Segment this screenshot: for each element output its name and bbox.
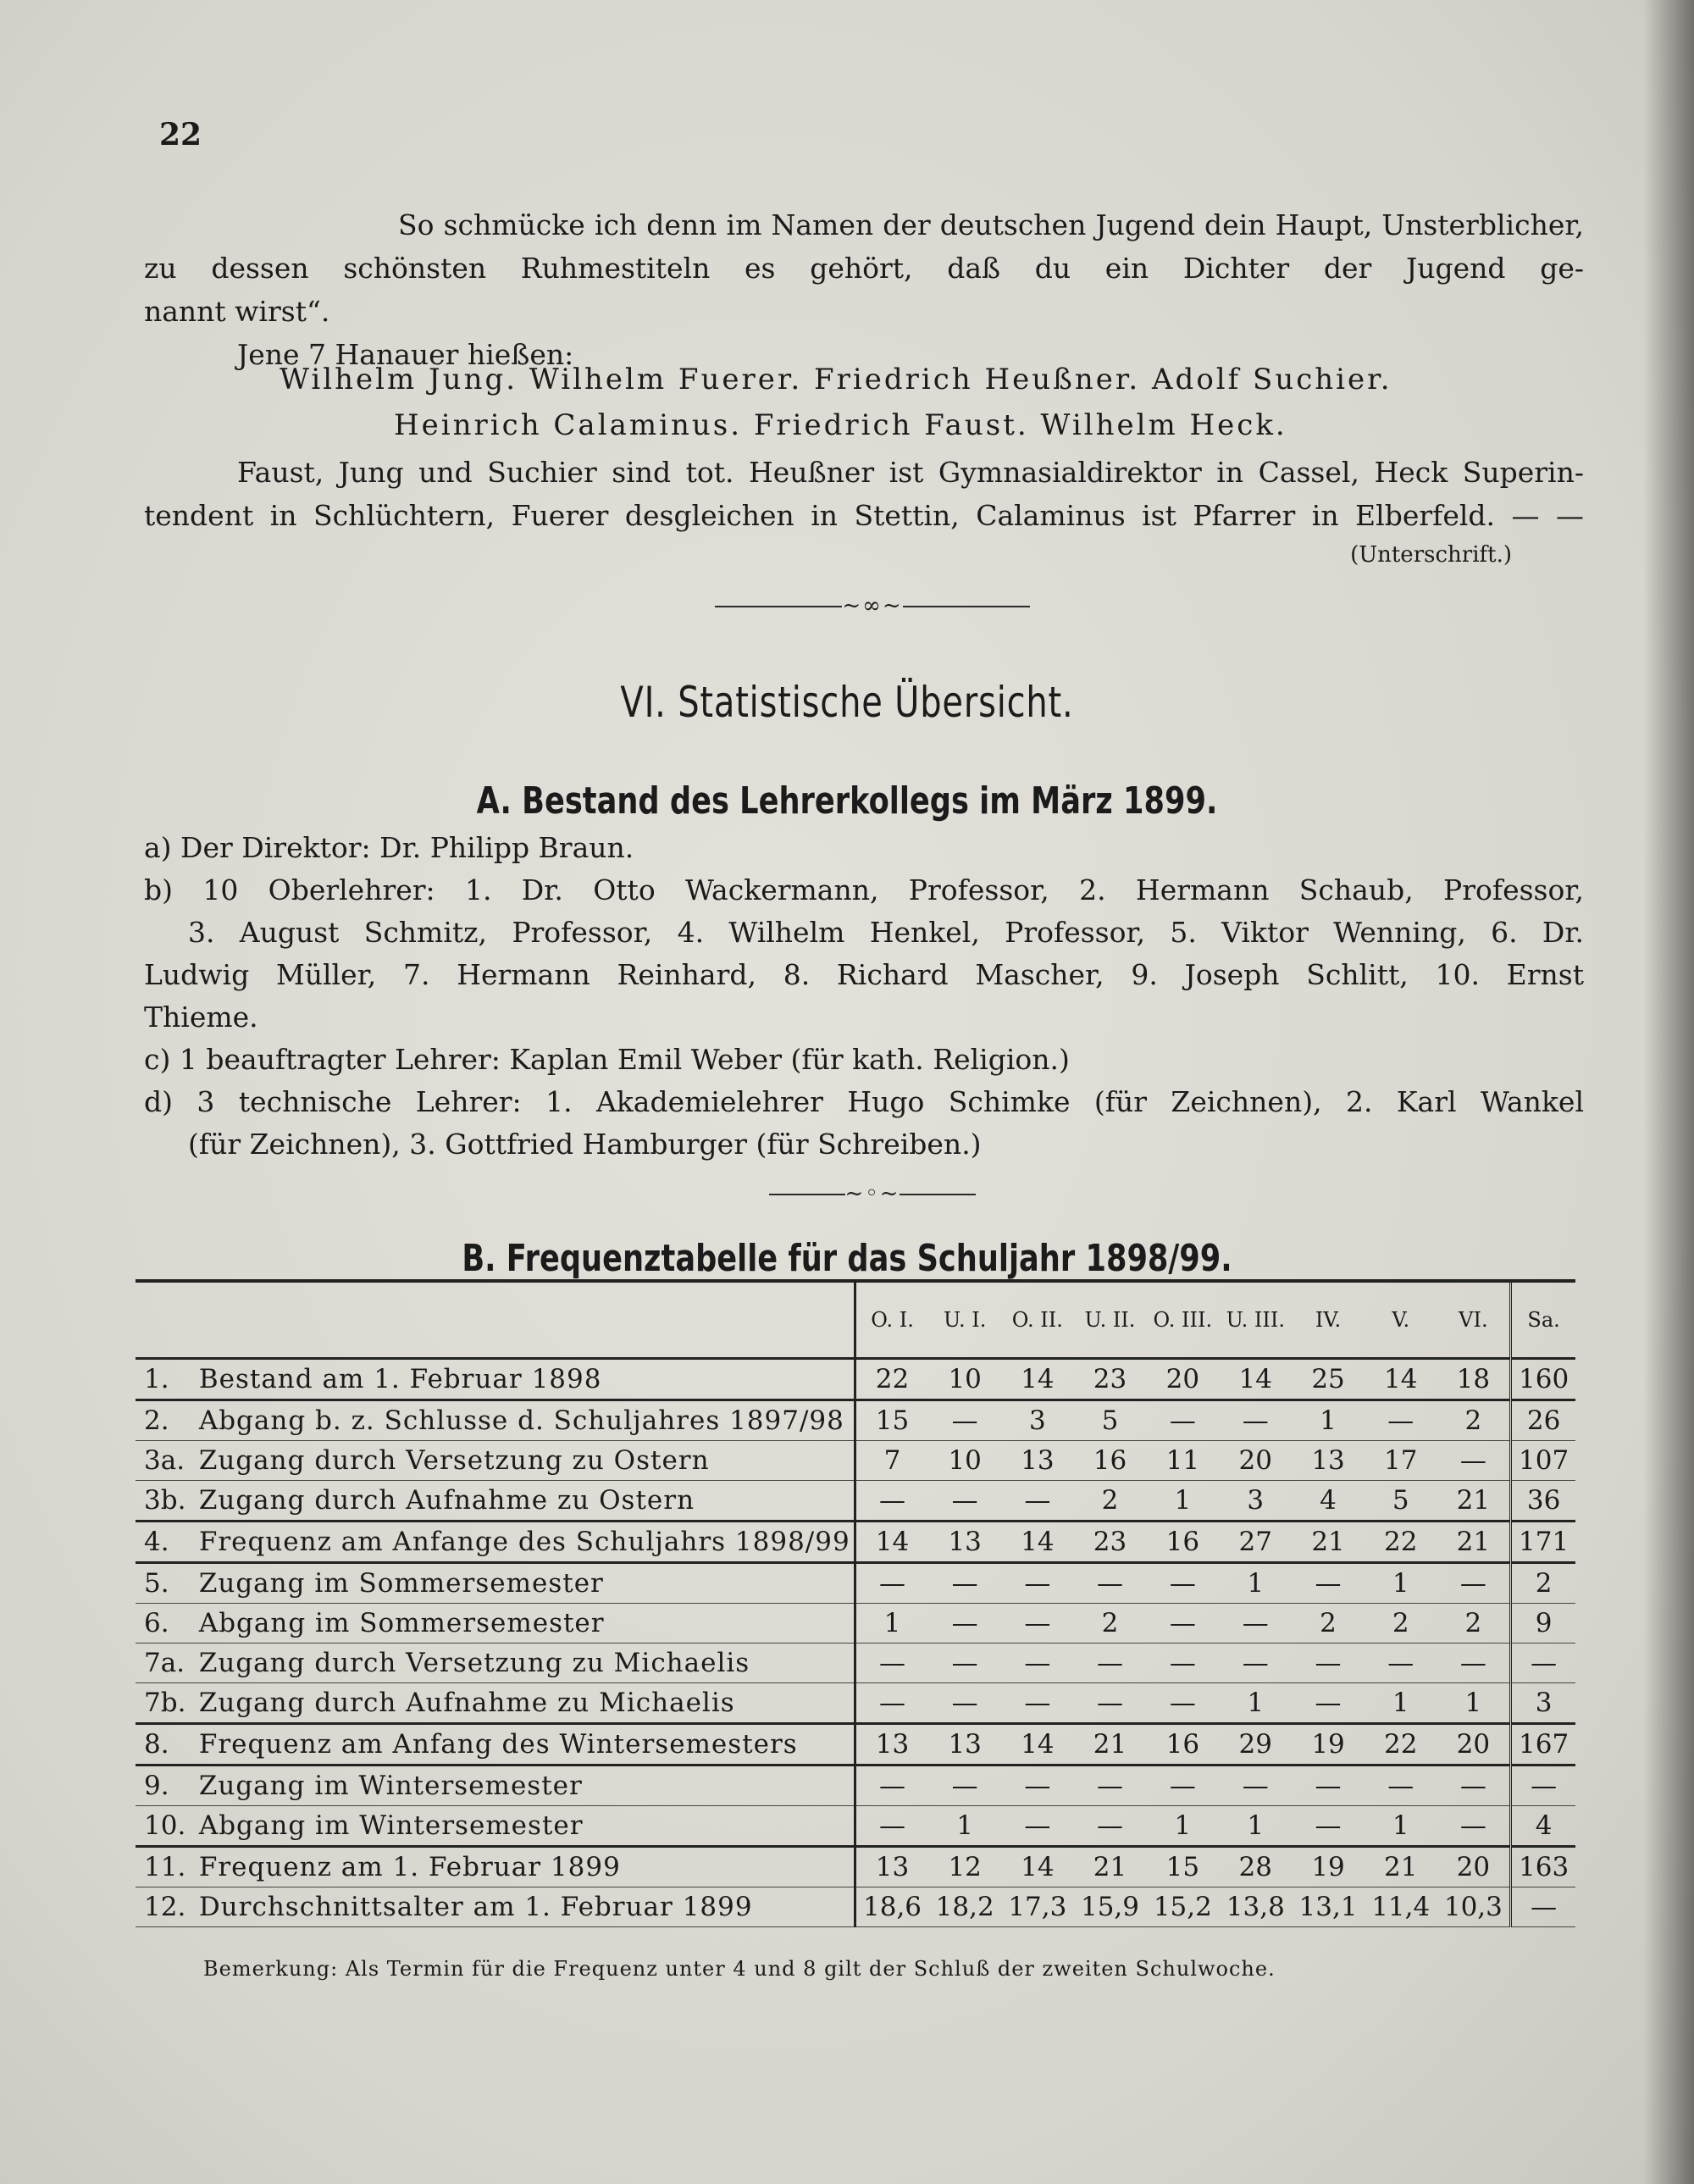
table-row bbox=[136, 1359, 1575, 1400]
row-value: — bbox=[1365, 1400, 1437, 1441]
row-value: 12 bbox=[928, 1847, 1001, 1887]
row-value: — bbox=[1219, 1765, 1292, 1806]
row-value: 20 bbox=[1146, 1359, 1219, 1400]
row-value: 16 bbox=[1146, 1522, 1219, 1563]
row-value: 16 bbox=[1146, 1724, 1219, 1765]
row-value: 21 bbox=[1292, 1522, 1365, 1563]
names-line-1: Wilhelm Jung. Wilhelm Fuerer. Friedrich Heußner. Adolf Suchier. bbox=[280, 363, 1392, 396]
row-sum: 171 bbox=[1511, 1522, 1575, 1563]
row-value: — bbox=[1074, 1644, 1147, 1683]
row-value: 1 bbox=[1365, 1563, 1437, 1604]
frequency-table bbox=[136, 1279, 1575, 1927]
row-value: — bbox=[1437, 1441, 1511, 1481]
staff-list bbox=[144, 827, 1584, 1166]
staff-line: d) 3 technische Lehrer: 1. Akademielehrer Hugo Schimke (für Zeichnen), 2. Karl Wankel bbox=[144, 1085, 1584, 1118]
row-value: — bbox=[928, 1604, 1001, 1644]
row-value: — bbox=[1437, 1644, 1511, 1683]
row-value: — bbox=[928, 1481, 1001, 1522]
row-value: 1 bbox=[1292, 1400, 1365, 1441]
row-value: 1 bbox=[855, 1604, 928, 1644]
status-paragraph bbox=[144, 451, 1584, 537]
row-value: 14 bbox=[1001, 1847, 1074, 1887]
row-value: — bbox=[855, 1683, 928, 1724]
row-number: 7b. bbox=[136, 1683, 196, 1724]
row-value: 19 bbox=[1292, 1724, 1365, 1765]
row-label: Zugang durch Aufnahme zu Ostern bbox=[196, 1481, 855, 1522]
row-label: Frequenz am 1. Februar 1899 bbox=[196, 1847, 855, 1887]
row-value: 14 bbox=[1001, 1359, 1074, 1400]
row-value: 21 bbox=[1074, 1724, 1147, 1765]
row-value: — bbox=[928, 1563, 1001, 1604]
row-value: 27 bbox=[1219, 1522, 1292, 1563]
row-value: — bbox=[928, 1644, 1001, 1683]
table-row bbox=[136, 1644, 1575, 1683]
row-value: — bbox=[1001, 1683, 1074, 1724]
row-label: Zugang durch Versetzung zu Michaelis bbox=[196, 1644, 855, 1683]
row-value: 13,8 bbox=[1219, 1887, 1292, 1927]
row-number: 12. bbox=[136, 1887, 196, 1927]
row-value: 14 bbox=[1219, 1359, 1292, 1400]
row-number: 3b. bbox=[136, 1481, 196, 1522]
row-number: 2. bbox=[136, 1400, 196, 1441]
row-value: 2 bbox=[1437, 1604, 1511, 1644]
row-value: — bbox=[1074, 1765, 1147, 1806]
table-row bbox=[136, 1481, 1575, 1522]
row-value: 5 bbox=[1365, 1481, 1437, 1522]
table-row bbox=[136, 1563, 1575, 1604]
blank-header bbox=[136, 1281, 855, 1359]
row-value: — bbox=[1365, 1644, 1437, 1683]
row-value: — bbox=[1219, 1604, 1292, 1644]
row-value: 13 bbox=[855, 1847, 928, 1887]
row-number: 6. bbox=[136, 1604, 196, 1644]
column-header: U. II. bbox=[1074, 1281, 1147, 1359]
staff-line: a) Der Direktor: Dr. Philipp Braun. bbox=[144, 831, 634, 864]
frequency-table-header bbox=[136, 1281, 1575, 1359]
column-header: U. I. bbox=[928, 1281, 1001, 1359]
subsection-b-title: B. Frequenztabelle für das Schuljahr 1898/99. bbox=[462, 1237, 1232, 1280]
table-row bbox=[136, 1887, 1575, 1927]
row-value: 1 bbox=[1365, 1683, 1437, 1724]
staff-line: c) 1 beauftragter Lehrer: Kaplan Emil Weber (für kath. Religion.) bbox=[144, 1043, 1070, 1076]
row-value: 22 bbox=[1365, 1724, 1437, 1765]
row-value: 1 bbox=[1219, 1563, 1292, 1604]
row-value: — bbox=[1292, 1683, 1365, 1724]
row-value: 23 bbox=[1074, 1359, 1147, 1400]
row-value: 21 bbox=[1437, 1522, 1511, 1563]
row-sum: 107 bbox=[1511, 1441, 1575, 1481]
row-sum: — bbox=[1511, 1644, 1575, 1683]
row-label: Abgang b. z. Schlusse d. Schuljahres 1897/98 bbox=[196, 1400, 855, 1441]
row-value: — bbox=[1365, 1765, 1437, 1806]
row-value: — bbox=[1146, 1604, 1219, 1644]
row-value: — bbox=[1146, 1683, 1219, 1724]
row-value: 2 bbox=[1292, 1604, 1365, 1644]
row-label: Zugang im Sommersemester bbox=[196, 1563, 855, 1604]
row-value: — bbox=[928, 1400, 1001, 1441]
row-value: — bbox=[1001, 1644, 1074, 1683]
column-header: O. II. bbox=[1001, 1281, 1074, 1359]
row-value: — bbox=[1001, 1604, 1074, 1644]
row-value: — bbox=[1001, 1806, 1074, 1847]
row-value: — bbox=[855, 1765, 928, 1806]
row-value: 7 bbox=[855, 1441, 928, 1481]
row-value: 13 bbox=[928, 1724, 1001, 1765]
row-label: Abgang im Sommersemester bbox=[196, 1604, 855, 1644]
row-value: — bbox=[1292, 1806, 1365, 1847]
row-value: 1 bbox=[1365, 1806, 1437, 1847]
staff-line: Thieme. bbox=[144, 1001, 258, 1034]
row-value: 23 bbox=[1074, 1522, 1147, 1563]
row-value: 22 bbox=[855, 1359, 928, 1400]
row-value: 14 bbox=[1001, 1724, 1074, 1765]
row-value: 20 bbox=[1219, 1441, 1292, 1481]
row-sum: 163 bbox=[1511, 1847, 1575, 1887]
column-header: O. I. bbox=[855, 1281, 928, 1359]
row-value: 22 bbox=[1365, 1522, 1437, 1563]
staff-line: b) 10 Oberlehrer: 1. Dr. Otto Wackermann, Professor, 2. Hermann Schaub, Professor, bbox=[144, 873, 1584, 906]
table-row bbox=[136, 1522, 1575, 1563]
row-value: — bbox=[1074, 1806, 1147, 1847]
row-value: 16 bbox=[1074, 1441, 1147, 1481]
row-sum: 2 bbox=[1511, 1563, 1575, 1604]
row-value: 18,2 bbox=[928, 1887, 1001, 1927]
row-value: — bbox=[1219, 1400, 1292, 1441]
page-number: 22 bbox=[159, 117, 202, 152]
row-value: — bbox=[1001, 1563, 1074, 1604]
row-value: 17,3 bbox=[1001, 1887, 1074, 1927]
row-value: — bbox=[1146, 1400, 1219, 1441]
prose-line-1: So schmücke ich denn im Namen der deutschen Jugend dein Haupt, Unsterblicher, bbox=[398, 208, 1584, 241]
row-value: — bbox=[1001, 1481, 1074, 1522]
status-line-2: tendent in Schlüchtern, Fuerer desgleichen in Stettin, Calaminus ist Pfarrer in Elberfeld. — — bbox=[144, 499, 1584, 532]
row-value: 14 bbox=[855, 1522, 928, 1563]
names-line-2: Heinrich Calaminus. Friedrich Faust. Wilhelm Heck. bbox=[394, 408, 1287, 442]
row-number: 8. bbox=[136, 1724, 196, 1765]
row-value: 3 bbox=[1219, 1481, 1292, 1522]
row-value: 11,4 bbox=[1365, 1887, 1437, 1927]
prose-line-2: zu dessen schönsten Ruhmestiteln es gehört, daß du ein Dichter der Jugend ge- bbox=[144, 252, 1584, 285]
table-note: Bemerkung: Als Termin für die Frequenz unter 4 und 8 gilt der Schluß der zweiten Schulwoche. bbox=[203, 1957, 1276, 1981]
ornament-divider-2: ~◦~ bbox=[745, 1181, 999, 1206]
row-value: 10,3 bbox=[1437, 1887, 1511, 1927]
row-value: 3 bbox=[1001, 1400, 1074, 1441]
row-value: 2 bbox=[1074, 1481, 1147, 1522]
row-value: — bbox=[1292, 1644, 1365, 1683]
column-header: IV. bbox=[1292, 1281, 1365, 1359]
row-value: 21 bbox=[1365, 1847, 1437, 1887]
row-value: 29 bbox=[1219, 1724, 1292, 1765]
row-value: — bbox=[855, 1806, 928, 1847]
row-sum: 26 bbox=[1511, 1400, 1575, 1441]
subsection-a-title: A. Bestand des Lehrerkollegs im März 1899. bbox=[476, 779, 1218, 823]
row-value: 19 bbox=[1292, 1847, 1365, 1887]
column-header: O. III. bbox=[1146, 1281, 1219, 1359]
frequency-table-body bbox=[136, 1359, 1575, 1927]
table-row bbox=[136, 1604, 1575, 1644]
row-value: 15,2 bbox=[1146, 1887, 1219, 1927]
row-value: 13 bbox=[1292, 1441, 1365, 1481]
row-value: 20 bbox=[1437, 1724, 1511, 1765]
row-value: 21 bbox=[1074, 1847, 1147, 1887]
row-value: 10 bbox=[928, 1441, 1001, 1481]
row-value: 10 bbox=[928, 1359, 1001, 1400]
names-intro: Jene 7 Hanauer hießen: bbox=[237, 338, 574, 371]
row-number: 11. bbox=[136, 1847, 196, 1887]
row-value: 1 bbox=[1146, 1806, 1219, 1847]
row-number: 4. bbox=[136, 1522, 196, 1563]
signature-note: (Unterschrift.) bbox=[1350, 542, 1512, 568]
row-label: Zugang im Wintersemester bbox=[196, 1765, 855, 1806]
row-value: 15,9 bbox=[1074, 1887, 1147, 1927]
section-title: VI. Statistische Übersicht. bbox=[620, 678, 1074, 727]
ornament-divider-1: ~∞~ bbox=[711, 593, 1033, 618]
row-value: 11 bbox=[1146, 1441, 1219, 1481]
row-value: 1 bbox=[1437, 1683, 1511, 1724]
row-value: 28 bbox=[1219, 1847, 1292, 1887]
row-value: 2 bbox=[1365, 1604, 1437, 1644]
row-sum: 167 bbox=[1511, 1724, 1575, 1765]
row-value: — bbox=[1074, 1683, 1147, 1724]
table-row bbox=[136, 1683, 1575, 1724]
staff-line: (für Zeichnen), 3. Gottfried Hamburger (für Schreiben.) bbox=[188, 1128, 982, 1161]
row-value: — bbox=[1437, 1806, 1511, 1847]
table-row bbox=[136, 1765, 1575, 1806]
row-value: — bbox=[1437, 1765, 1511, 1806]
row-value: — bbox=[1074, 1563, 1147, 1604]
row-label: Abgang im Wintersemester bbox=[196, 1806, 855, 1847]
row-value: 17 bbox=[1365, 1441, 1437, 1481]
row-number: 10. bbox=[136, 1806, 196, 1847]
row-value: — bbox=[855, 1481, 928, 1522]
row-label: Durchschnittsalter am 1. Februar 1899 bbox=[196, 1887, 855, 1927]
row-sum: — bbox=[1511, 1887, 1575, 1927]
row-number: 3a. bbox=[136, 1441, 196, 1481]
row-value: — bbox=[855, 1644, 928, 1683]
row-value: 15 bbox=[855, 1400, 928, 1441]
row-value: 13 bbox=[855, 1724, 928, 1765]
row-value: 18,6 bbox=[855, 1887, 928, 1927]
row-value: — bbox=[928, 1765, 1001, 1806]
status-line-1: Faust, Jung und Suchier sind tot. Heußner ist Gymnasialdirektor in Cassel, Heck Superin- bbox=[237, 456, 1584, 489]
prose-line-3: nannt wirst“. bbox=[144, 295, 330, 328]
row-sum: 36 bbox=[1511, 1481, 1575, 1522]
row-number: 5. bbox=[136, 1563, 196, 1604]
page-edge-shadow bbox=[1643, 0, 1694, 2184]
row-value: — bbox=[1292, 1765, 1365, 1806]
row-value: 14 bbox=[1365, 1359, 1437, 1400]
row-number: 7a. bbox=[136, 1644, 196, 1683]
row-value: 1 bbox=[1219, 1806, 1292, 1847]
row-value: — bbox=[1001, 1765, 1074, 1806]
row-value: — bbox=[928, 1683, 1001, 1724]
row-value: 20 bbox=[1437, 1847, 1511, 1887]
column-header: V. bbox=[1365, 1281, 1437, 1359]
row-sum: 4 bbox=[1511, 1806, 1575, 1847]
row-label: Frequenz am Anfange des Schuljahrs 1898/99 bbox=[196, 1522, 855, 1563]
row-value: 25 bbox=[1292, 1359, 1365, 1400]
row-value: 15 bbox=[1146, 1847, 1219, 1887]
row-value: 13 bbox=[1001, 1441, 1074, 1481]
row-number: 9. bbox=[136, 1765, 196, 1806]
row-value: 4 bbox=[1292, 1481, 1365, 1522]
row-label: Zugang durch Versetzung zu Ostern bbox=[196, 1441, 855, 1481]
row-value: — bbox=[1219, 1644, 1292, 1683]
row-value: — bbox=[855, 1563, 928, 1604]
row-value: 13,1 bbox=[1292, 1887, 1365, 1927]
staff-line: 3. August Schmitz, Professor, 4. Wilhelm Henkel, Professor, 5. Viktor Wenning, 6. Dr. bbox=[188, 916, 1584, 949]
row-value: 14 bbox=[1001, 1522, 1074, 1563]
row-value: 18 bbox=[1437, 1359, 1511, 1400]
row-value: — bbox=[1437, 1563, 1511, 1604]
row-label: Frequenz am Anfang des Wintersemesters bbox=[196, 1724, 855, 1765]
table-row bbox=[136, 1847, 1575, 1887]
row-sum: 160 bbox=[1511, 1359, 1575, 1400]
row-value: — bbox=[1146, 1765, 1219, 1806]
column-header: VI. bbox=[1437, 1281, 1511, 1359]
row-value: 1 bbox=[928, 1806, 1001, 1847]
row-value: — bbox=[1146, 1563, 1219, 1604]
table-row bbox=[136, 1806, 1575, 1847]
row-value: 2 bbox=[1074, 1604, 1147, 1644]
row-value: — bbox=[1146, 1644, 1219, 1683]
column-header: U. III. bbox=[1219, 1281, 1292, 1359]
row-value: 13 bbox=[928, 1522, 1001, 1563]
row-value: 1 bbox=[1219, 1683, 1292, 1724]
table-row bbox=[136, 1724, 1575, 1765]
table-row bbox=[136, 1441, 1575, 1481]
row-label: Bestand am 1. Februar 1898 bbox=[196, 1359, 855, 1400]
row-value: — bbox=[1292, 1563, 1365, 1604]
row-value: 5 bbox=[1074, 1400, 1147, 1441]
row-sum: 9 bbox=[1511, 1604, 1575, 1644]
row-sum: — bbox=[1511, 1765, 1575, 1806]
row-value: 21 bbox=[1437, 1481, 1511, 1522]
closing-paragraph bbox=[144, 203, 1584, 376]
table-row bbox=[136, 1400, 1575, 1441]
column-header: Sa. bbox=[1511, 1281, 1575, 1359]
staff-line: Ludwig Müller, 7. Hermann Reinhard, 8. Richard Mascher, 9. Joseph Schlitt, 10. Ernst bbox=[144, 958, 1584, 991]
row-sum: 3 bbox=[1511, 1683, 1575, 1724]
row-value: 1 bbox=[1146, 1481, 1219, 1522]
row-number: 1. bbox=[136, 1359, 196, 1400]
row-label: Zugang durch Aufnahme zu Michaelis bbox=[196, 1683, 855, 1724]
row-value: 2 bbox=[1437, 1400, 1511, 1441]
